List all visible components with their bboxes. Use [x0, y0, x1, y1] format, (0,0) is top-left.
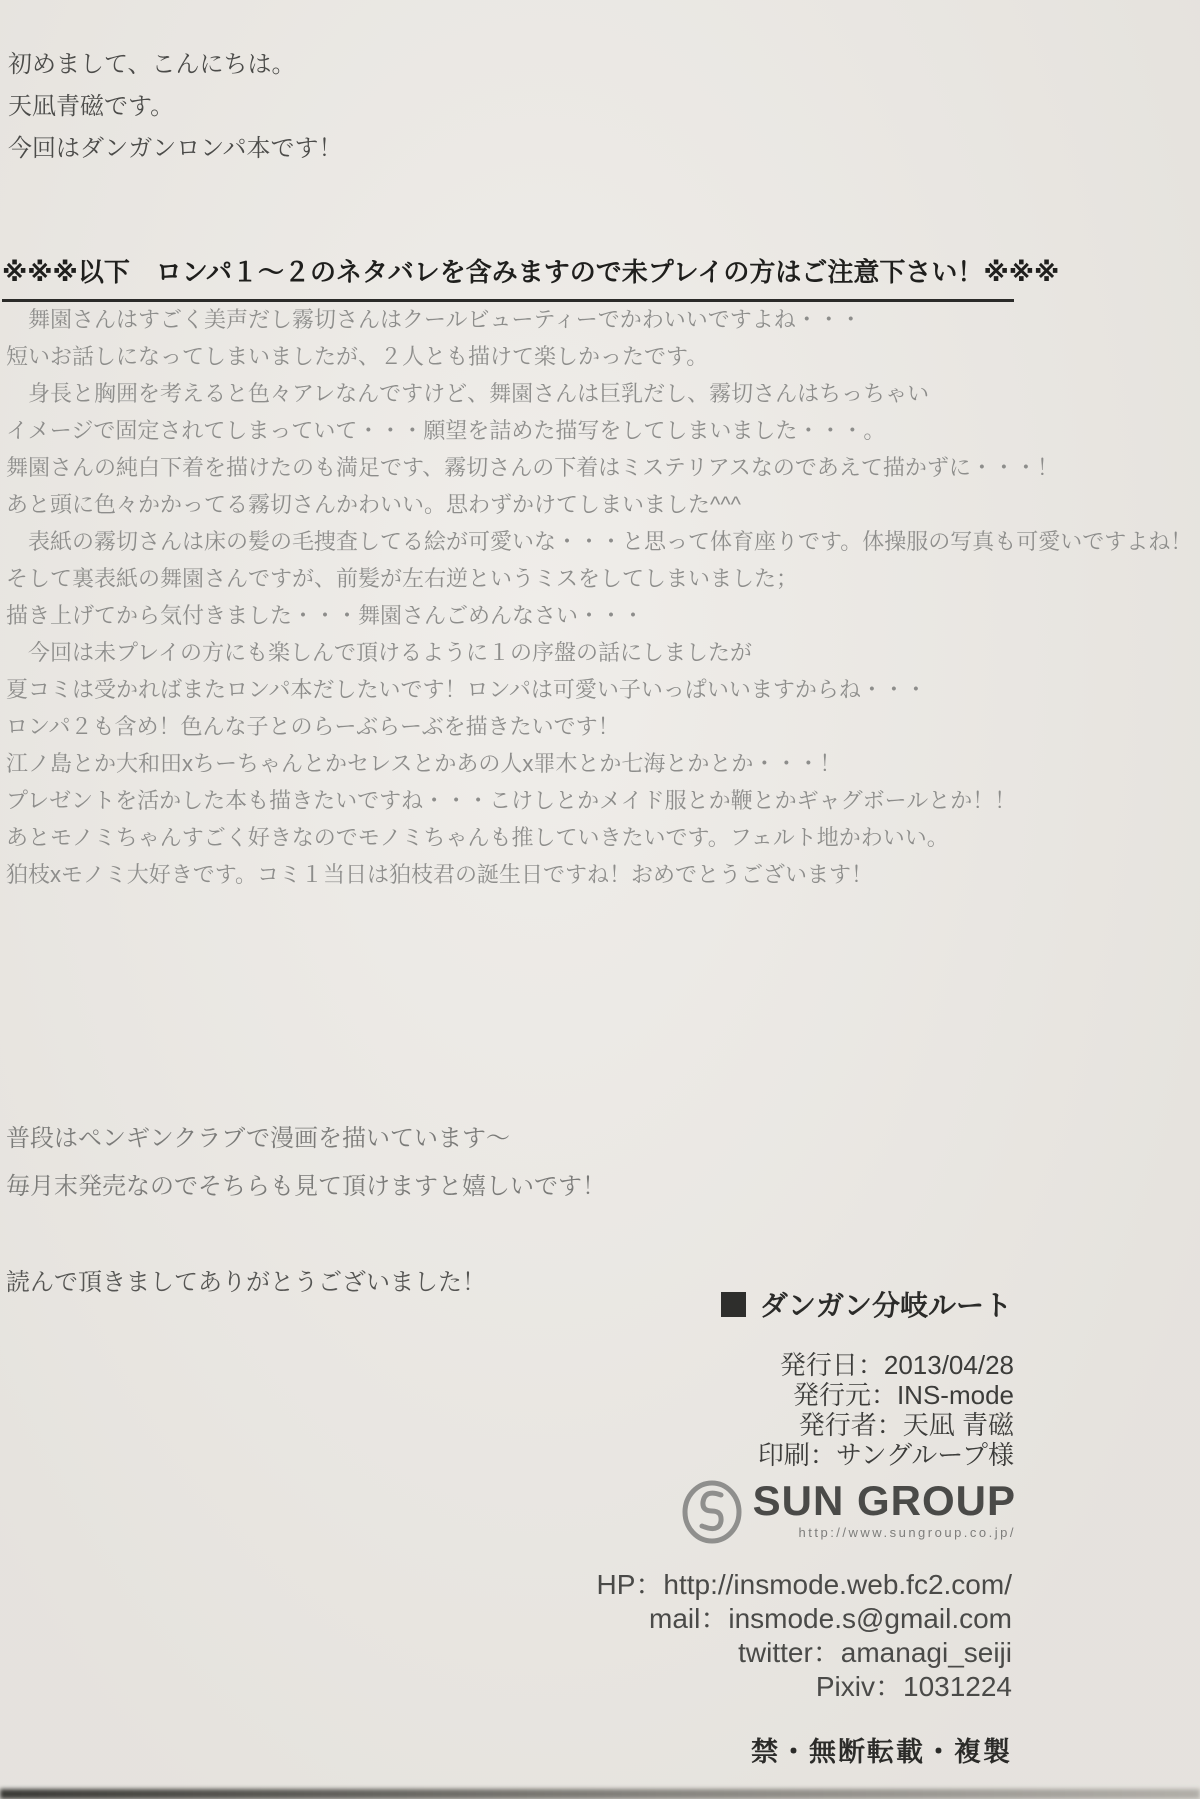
publish-line: 印刷：サングループ様 — [757, 1440, 1014, 1470]
banner-asterisks-left: ※※※ — [2, 257, 78, 287]
body-line: イメージで固定されてしまっていて・・・願望を詰めた描写をしてしまいました・・・。 — [6, 418, 886, 443]
contact-line: Pixiv：1031224 — [815, 1671, 1012, 1702]
thanks-line: 読んで頂きましてありがとうございました！ — [6, 1269, 486, 1296]
banner-warning-text: 以下 ロンパ１～２のネタバレを含みますので未プレイの方はご注意下さい！ — [77, 257, 984, 287]
contact-info — [596, 1568, 1012, 1704]
colophon-title — [721, 1284, 1012, 1324]
body-line: 狛枝xモノミ大好きです。コミ１当日は狛枝君の誕生日ですね！おめでとうございます！ — [6, 862, 874, 887]
banner-asterisks-right: ※※※ — [983, 257, 1060, 287]
sun-group-logo-icon — [679, 1478, 745, 1544]
contact-line: mail：insmode.s@gmail.com — [649, 1603, 1012, 1634]
body-line: あとモノミちゃんすごく好きなのでモノミちゃんも推していきたいです。フェルト地かわいい。 — [6, 825, 949, 850]
afterword-body — [6, 306, 1192, 898]
body-line: 舞園さんの純白下着を描けたのも満足です、霧切さんの下着はミステリアスなのであえて描かずに・・・！ — [6, 455, 1059, 480]
spoiler-warning-banner — [2, 252, 1060, 302]
contact-line: twitter：amanagi_seiji — [738, 1637, 1012, 1668]
magazine-pr-block — [6, 1124, 606, 1220]
printer-text — [753, 1478, 1016, 1540]
pr-line: 普段はペンギンクラブで漫画を描いています～ — [6, 1125, 510, 1152]
greeting-line: 初めまして、こんにちは。 — [8, 51, 296, 78]
body-line: 短いお話しになってしまいましたが、２人とも描けて楽しかったです。 — [6, 344, 709, 369]
printer-logo-block — [679, 1478, 1016, 1544]
body-line: プレゼントを活かした本も描きたいですね・・・こけしとかメイド服とか鞭とかギャグボールとか！！ — [6, 788, 1017, 813]
body-line: ロンパ２も含め！色んな子とのらーぶらーぶを描きたいです！ — [6, 714, 620, 739]
book-title: ダンガン分岐ルート — [759, 1290, 1012, 1321]
publish-line: 発行者：天凪 青磁 — [798, 1410, 1014, 1440]
body-line: 夏コミは受かればまたロンパ本だしたいです！ロンパは可愛い子いっぱいいますからね・・・ — [6, 677, 927, 702]
greeting-block — [8, 50, 343, 176]
greeting-line: 今回はダンガンロンパ本です！ — [8, 135, 343, 162]
pr-line: 毎月末発売なのでそちらも見て頂けますと嬉しいです！ — [6, 1173, 606, 1200]
printer-url: http://www.sungroup.co.jp/ — [798, 1525, 1016, 1540]
body-line: 身長と胸囲を考えると色々アレなんですけど、舞園さんは巨乳だし、霧切さんはちっちゃい — [6, 381, 930, 406]
printer-name: SUN GROUP — [752, 1477, 1016, 1524]
publication-info — [758, 1350, 1014, 1470]
copyright-notice: 禁・無断転載・複製 — [751, 1737, 1012, 1767]
publish-line: 発行日：2013/04/28 — [779, 1350, 1014, 1380]
body-line: 今回は未プレイの方にも楽しんで頂けるように１の序盤の話にしましたが — [6, 640, 753, 665]
body-line: 表紙の霧切さんは床の髪の毛捜査してる絵が可愛いな・・・と思って体育座りです。体操服の写真も可愛いですよね！ — [6, 529, 1193, 554]
publish-line: 発行元：INS-mode — [792, 1380, 1014, 1410]
body-line: あと頭に色々かかってる霧切さんかわいい。思わずかけてしまいました^^^ — [6, 492, 741, 517]
square-bullet-icon — [721, 1292, 746, 1317]
body-line: 描き上げてから気付きました・・・舞園さんごめんなさい・・・ — [6, 603, 645, 628]
body-line: 江ノ島とか大和田xちーちゃんとかセレスとかあの人x罪木とか七海とかとか・・・！ — [6, 751, 842, 776]
scan-edge-shadow — [0, 1789, 1200, 1799]
contact-line: HP：http://insmode.web.fc2.com/ — [596, 1569, 1012, 1600]
body-line: そして裏表紙の舞園さんですが、前髪が左右逆というミスをしてしまいました； — [6, 566, 799, 591]
body-line: 舞園さんはすごく美声だし霧切さんはクールビューティーでかわいいですよね・・・ — [6, 307, 862, 332]
greeting-line: 天凪青磁です。 — [8, 93, 175, 120]
